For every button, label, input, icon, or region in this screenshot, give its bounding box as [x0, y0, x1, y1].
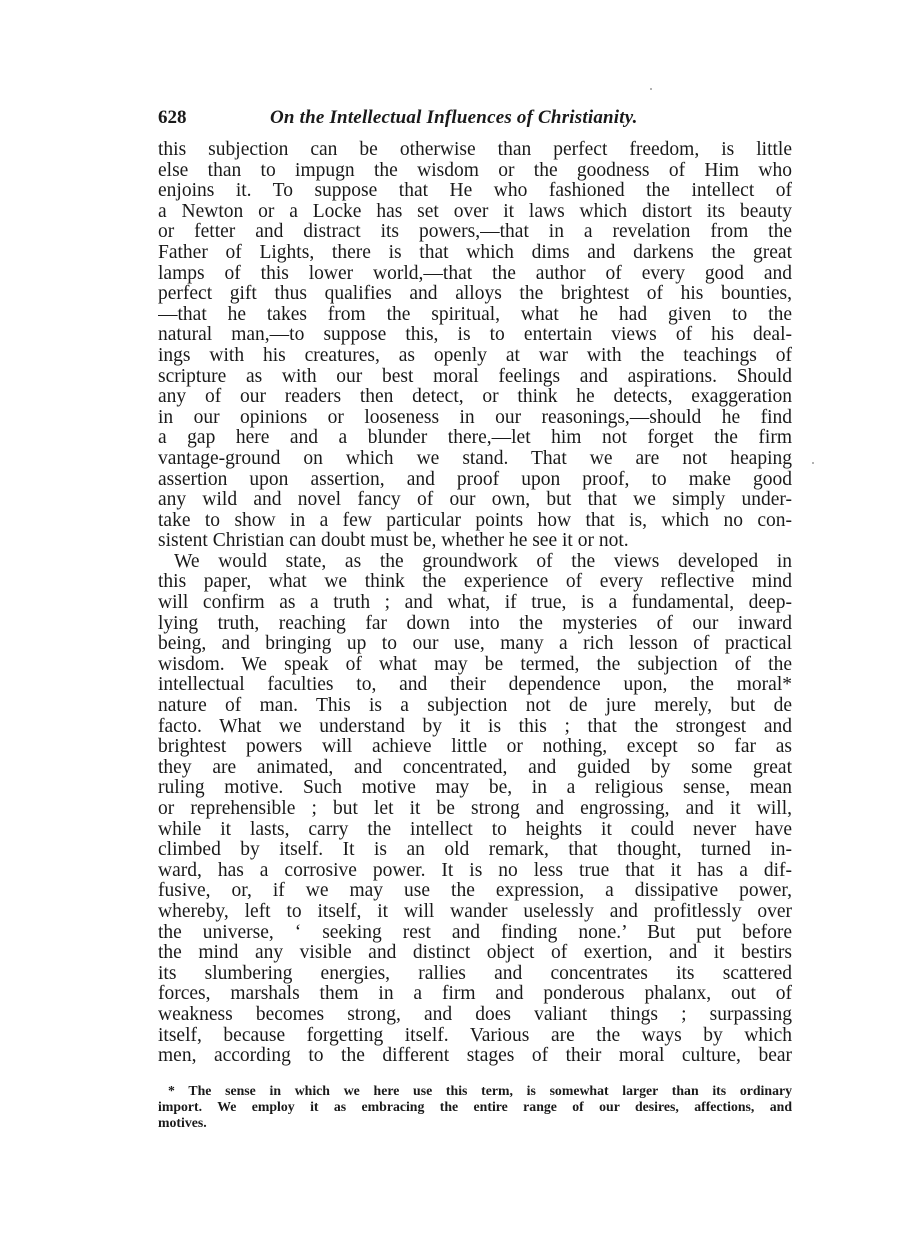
text-line: this subjection can be otherwise than perfect freedom, is little: [158, 140, 792, 160]
text-line: lamps of this lower world,—that the author of every good and: [158, 263, 792, 284]
text-line: assertion upon assertion, and proof upon proof, to make good: [158, 469, 792, 490]
paper-speck: [650, 88, 652, 90]
text-line: weakness becomes strong, and does valiant things ; surpassing: [158, 1004, 792, 1025]
text-line: a gap here and a blunder there,—let him not forget the firm: [158, 428, 792, 449]
text-line: vantage-ground on which we stand. That we are not heaping: [158, 448, 792, 469]
text-line: forces, marshals them in a firm and ponderous phalanx, out of: [158, 984, 792, 1005]
running-title: On the Intellectual Influences of Christianity.: [270, 107, 638, 128]
text-line: any of our readers then detect, or think he detects, exaggeration: [158, 387, 792, 408]
text-line: this paper, what we think the experience of every reflective mind: [158, 572, 792, 593]
text-line: scripture as with our best moral feelings and aspirations. Should: [158, 366, 792, 387]
text-line: enjoins it. To suppose that He who fashioned the intellect of: [158, 181, 792, 202]
text-line: ings with his creatures, as openly at war with the teachings of: [158, 345, 792, 366]
footnote-line: * The sense in which we here use this term, is somewhat larger than its ordinary: [168, 1083, 792, 1098]
text-line: intellectual faculties to, and their dependence upon, the moral*: [158, 675, 792, 696]
text-line: ward, has a corrosive power. It is no less true that it has a dif-: [158, 860, 792, 881]
text-line: ruling motive. Such motive may be, in a religious sense, mean: [158, 778, 792, 799]
text-line: any wild and novel fancy of our own, but that we simply under-: [158, 490, 792, 511]
paragraph-start-line: We would state, as the groundwork of the views developed in: [174, 551, 792, 572]
text-line: its slumbering energies, rallies and concentrates its scattered: [158, 963, 792, 984]
paragraph-end-line: sistent Christian can doubt must be, whether he see it or not.: [158, 531, 629, 552]
text-line: natural man,—to suppose this, is to entertain views of his deal-: [158, 325, 792, 346]
page-number: 628: [158, 107, 187, 128]
footnote-line: import. We employ it as embracing the entire range of our desires, affections, and: [158, 1099, 792, 1114]
text-line: take to show in a few particular points how that is, which no con-: [158, 510, 792, 531]
paper-speck: [812, 462, 814, 464]
footnote-line: motives.: [158, 1115, 207, 1130]
text-line: in our opinions or looseness in our reasonings,—should he find: [158, 407, 792, 428]
text-line: whereby, left to itself, it will wander uselessly and profitlessly over: [158, 901, 792, 922]
text-line: lying truth, reaching far down into the mysteries of our inward: [158, 613, 792, 634]
text-line: climbed by itself. It is an old remark, that thought, turned in-: [158, 840, 792, 861]
text-line: fusive, or, if we may use the expression, a dissipative power,: [158, 881, 792, 902]
text-line: brightest powers will achieve little or nothing, except so far as: [158, 737, 792, 758]
text-line: or fetter and distract its powers,—that in a revelation from the: [158, 222, 792, 243]
text-line: nature of man. This is a subjection not de jure merely, but de: [158, 696, 792, 717]
text-line: men, according to the different stages of their moral culture, bear: [158, 1046, 792, 1067]
text-line: the mind any visible and distinct object of exertion, and it bestirs: [158, 943, 792, 964]
text-line: they are animated, and concentrated, and guided by some great: [158, 757, 792, 778]
text-line: the universe, ‘ seeking rest and finding none.’ But put before: [158, 922, 792, 943]
body-text: [158, 140, 792, 1067]
text-line: wisdom. We speak of what may be termed, the subjection of the: [158, 654, 792, 675]
text-line: else than to impugn the wisdom or the goodness of Him who: [158, 160, 792, 181]
text-line: itself, because forgetting itself. Various are the ways by which: [158, 1025, 792, 1046]
page-header: [158, 107, 792, 133]
text-line: Father of Lights, there is that which dims and darkens the great: [158, 242, 792, 263]
text-line: or reprehensible ; but let it be strong and engrossing, and it will,: [158, 799, 792, 819]
footnote: [158, 1083, 792, 1131]
text-line: —that he takes from the spiritual, what he had given to the: [158, 304, 792, 325]
text-line: a Newton or a Locke has set over it laws which distort its beauty: [158, 201, 792, 222]
text-line: while it lasts, carry the intellect to heights it could never have: [158, 819, 792, 840]
text-line: will confirm as a truth ; and what, if true, is a fundamental, deep-: [158, 593, 792, 614]
text-line: being, and bringing up to our use, many a rich lesson of practical: [158, 634, 792, 655]
text-line: perfect gift thus qualifies and alloys the brightest of his bounties,: [158, 284, 792, 305]
text-line: facto. What we understand by it is this ; that the strongest and: [158, 716, 792, 737]
